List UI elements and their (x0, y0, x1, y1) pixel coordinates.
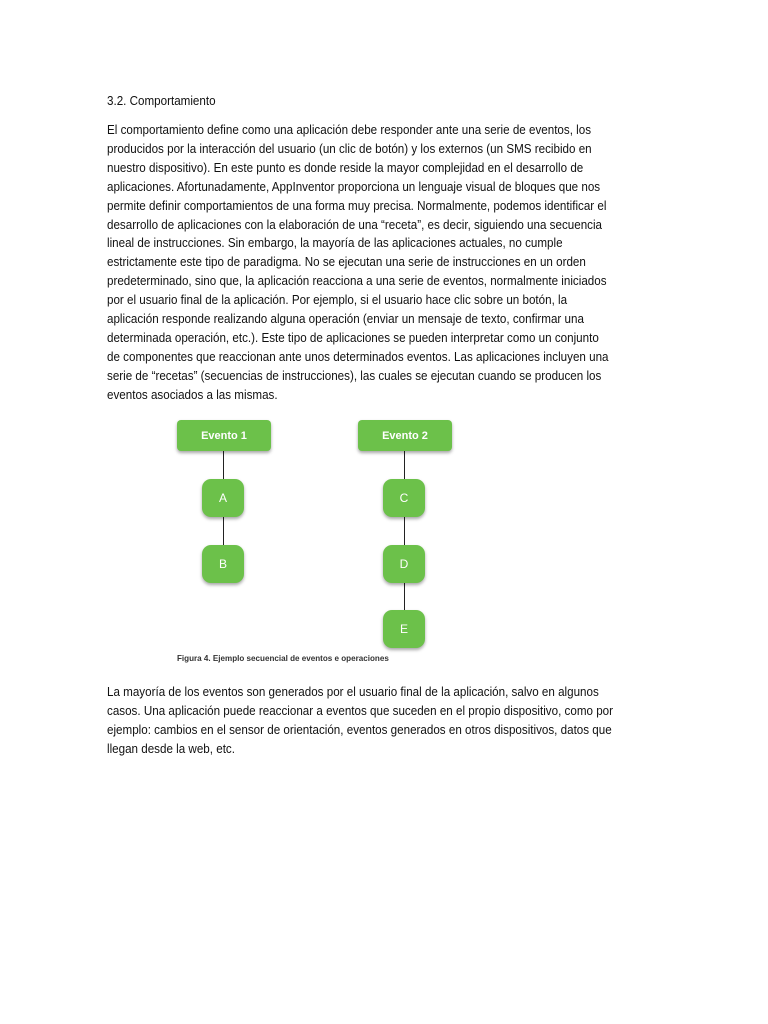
operation-e-node: E (383, 610, 425, 648)
connector-line (223, 515, 224, 547)
connector-line (404, 515, 405, 547)
event-1-node: Evento 1 (177, 420, 271, 451)
paragraph-events (107, 683, 660, 759)
event-2-node: Evento 2 (358, 420, 452, 451)
text-line: de componentes que reaccionan ante unos determinados eventos. Las aplicaciones incluyen una (107, 349, 609, 364)
text-line: permite definir comportamientos de una forma muy precisa. Normalmente, podemos identificar el (107, 198, 607, 213)
text-line: predeterminado, sino que, la aplicación reacciona a una serie de eventos, normalmente iniciados (107, 274, 607, 289)
text-line: desarrollo de aplicaciones con la elaboración de una “receta”, es decir, siguiendo una secuencia (107, 217, 603, 232)
text-line: por el usuario final de la aplicación. Por ejemplo, si el usuario hace clic sobre un botón, la (107, 293, 568, 308)
text-line: eventos asociados a las mismas. (107, 387, 278, 402)
text-line: serie de “recetas” (secuencias de instrucciones), las cuales se ejecutan cuando se producen los (107, 368, 602, 383)
figure-caption: Figura 4. Ejemplo secuencial de eventos e operaciones (177, 653, 389, 663)
text-line: El comportamiento define como una aplicación debe responder ante una serie de eventos, los (107, 123, 592, 137)
text-line: llegan desde la web, etc. (107, 741, 235, 756)
operation-a-node: A (202, 479, 244, 517)
text-line: ejemplo: cambios en el sensor de orientación, eventos generados en otros dispositivos, datos que (107, 722, 612, 737)
text-line: aplicación responde realizando alguna operación (enviar un mensaje de texto, confirmar una (107, 312, 584, 327)
paragraph-behavior (107, 121, 660, 405)
text-line: determinada operación, etc.). Este tipo de aplicaciones se pueden interpretar como un conjunto (107, 330, 599, 345)
operation-d-node: D (383, 545, 425, 583)
text-line: producidos por la interacción del usuario (un clic de botón) y los externos (un SMS recibido en (107, 141, 592, 156)
section-heading: 3.2. Comportamiento (107, 94, 216, 108)
text-line: La mayoría de los eventos son generados por el usuario final de la aplicación, salvo en algunos (107, 685, 599, 699)
operation-c-node: C (383, 479, 425, 517)
connector-line (404, 580, 405, 613)
text-line: aplicaciones. Afortunadamente, AppInventor proporciona un lenguaje visual de bloques que nos (107, 179, 601, 194)
text-line: lineal de instrucciones. Sin embargo, la mayoría de las aplicaciones actuales, no cumple (107, 236, 563, 251)
text-line: estrictamente este tipo de paradigma. No se ejecutan una serie de instrucciones en un orden (107, 255, 586, 270)
operation-b-node: B (202, 545, 244, 583)
text-line: nuestro dispositivo). En este punto es donde reside la mayor complejidad en el desarrollo de (107, 160, 584, 175)
text-line: casos. Una aplicación puede reaccionar a eventos que suceden en el propio dispositivo, como por (107, 703, 614, 718)
